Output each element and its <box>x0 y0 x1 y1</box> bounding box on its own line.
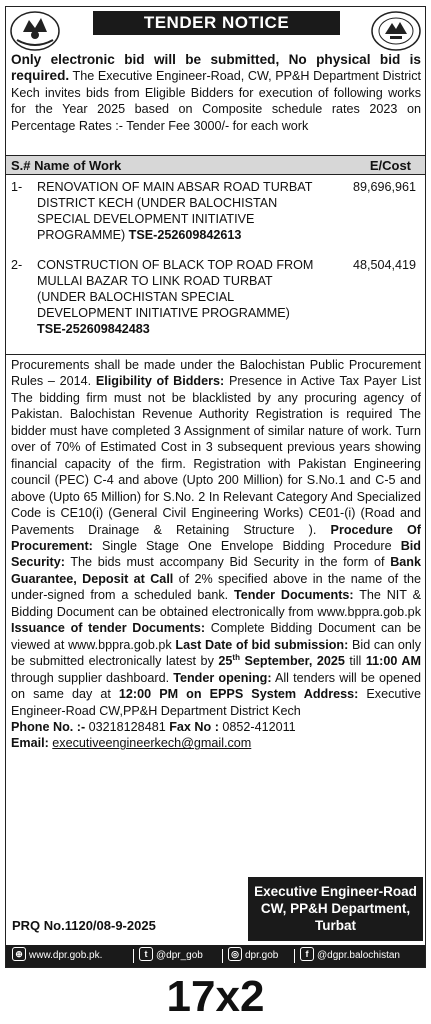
instagram-item[interactable] <box>228 945 278 967</box>
instagram-text: dpr.gob <box>245 950 279 961</box>
fax-number: 0852-412011 <box>218 719 296 734</box>
signature-line: Executive Engineer-Road <box>254 884 417 899</box>
body-text: All tenders will be opened on same day at <box>11 670 421 702</box>
procedure-label: Procedure Of Procurement: <box>11 522 422 553</box>
intro-text: The Executive Engineer-Road, CW, PP&H Department District Kech invites bids from Eligible Bidders for execution of following works for the Year 2025 based on Composite schedule rates 2023 on Percentage Rates :- Tender Fee 3000/- for each work <box>11 69 421 133</box>
opening-time: 12:00 PM on EPPS System Address: <box>118 687 359 702</box>
row-number: 1- <box>11 180 23 194</box>
signature-line: CW, PP&H Department, <box>260 901 411 916</box>
government-emblem-icon <box>9 10 61 52</box>
intro-bold-text: Only electronic bid will be submitted, No physical bid is required. <box>11 52 421 84</box>
row-number: 2- <box>11 258 23 272</box>
fax-label: Fax No : <box>169 719 219 734</box>
eligibility-label: Eligibility of Bidders: <box>95 374 225 389</box>
column-header-work: S.# Name of Work <box>11 158 122 173</box>
twitter-text: @dpr_gob <box>156 950 203 961</box>
work-name <box>37 179 322 243</box>
tender-notice <box>5 6 426 968</box>
date-day: 25 <box>218 654 233 669</box>
body-text: Single Stage One Envelope Bidding Procedure <box>92 538 401 553</box>
body-text: through supplier dashboard. <box>11 670 174 685</box>
intro-paragraph <box>11 52 421 134</box>
signature-block <box>248 877 423 941</box>
email-label: Email: <box>11 736 49 751</box>
website-item[interactable] <box>12 945 102 967</box>
separator <box>133 949 134 963</box>
body-text: of 2% specified above in the name of the under-signed from a scheduled bank. <box>11 571 421 603</box>
website-text: www.dpr.gob.pk. <box>29 950 103 961</box>
last-date-label: Last Date of bid submission: <box>175 637 349 652</box>
phone-number: 03218128481 <box>85 719 170 734</box>
instagram-icon: ◎ <box>228 947 242 961</box>
section-divider <box>6 354 425 355</box>
column-header-cost: E/Cost <box>369 158 411 173</box>
body-text: Presence in Active Tax Payer List The bidding firm must not be blacklisted by any procuring agency of Pakistan. Balochistan Revenue Authority Registration is required The bidder must have completed 3 Assignment of similar nature of work. Turn over of 70% of Estimated Cost in 3 subsequent previous years showing financial capacity of the firm. Registration with Pakistan Engineering council (PEC) C-4 and above (Upto 200 Million) for S.No.1 and C-5 and above (Upto 65 Million) for S.No. 2 In Relevant Category And Specialized Code is CE10(i) (General Civil Engineering Works) CE01-(i) (Road and Pavements Drainage & Retaining Structure ). <box>11 374 421 537</box>
tse-number: TSE-252609842613 <box>128 228 242 242</box>
estimated-cost: 48,504,419 <box>352 258 416 272</box>
facebook-item[interactable] <box>300 945 400 967</box>
terms-paragraph <box>11 357 421 752</box>
submission-date <box>218 654 345 668</box>
page-title: TENDER NOTICE <box>93 11 340 35</box>
ad-size-label: 17x2 <box>166 972 265 1021</box>
table-header <box>6 155 425 175</box>
facebook-text: @dgpr.balochistan <box>317 950 400 961</box>
tender-documents-label: Tender Documents: <box>233 588 354 603</box>
department-seal-icon <box>370 10 422 52</box>
closing-time: 11:00 AM <box>365 654 421 669</box>
body-text: Complete Bidding Document can be viewed at www.bppra.gob.pk <box>11 621 421 652</box>
signature-line: Turbat <box>315 918 356 933</box>
bank-guarantee-label: Bank Guarantee, Deposit at Call <box>11 555 421 586</box>
body-text: Procurements shall be made under the Balochistan Public Procurement Rules – 2014. <box>11 358 421 389</box>
address-text: Executive Engineer-Road CW,PP&H Department District Kech <box>11 687 421 718</box>
body-text: The bids must accompany Bid Security in the form of <box>64 555 391 570</box>
body-text: till <box>344 654 366 669</box>
prq-number: PRQ No.1120/08-9-2025 <box>12 918 156 933</box>
separator <box>222 949 223 963</box>
tse-number: TSE-252609842483 <box>37 322 150 336</box>
body-text: Bid can only be submitted electronically latest by <box>11 637 422 669</box>
date-suffix: th <box>232 652 240 662</box>
estimated-cost: 89,696,961 <box>352 180 416 194</box>
tender-opening-label: Tender opening: <box>173 670 272 685</box>
phone-label: Phone No. :- <box>11 719 86 734</box>
work-description: RENOVATION OF MAIN ABSAR ROAD TURBAT DISTRICT KECH (UNDER BALOCHISTAN SPECIAL DEVELOPMENT INITIATIVE PROGRAMME) <box>37 180 313 242</box>
footer-social-bar <box>6 945 425 967</box>
separator <box>294 949 295 963</box>
bid-security-label: Bid Security: <box>11 538 421 570</box>
work-description: CONSTRUCTION OF BLACK TOP ROAD FROM MULLAI BAZAR TO LINK ROAD TURBAT (UNDER BALOCHISTAN SPECIAL DEVELOPMENT INITIATIVE PROGRAMME) <box>37 258 314 320</box>
date-month-year: September, 2025 <box>239 654 345 669</box>
body-text: The NIT & Bidding Document can be obtained electronically from www.bppra.gob.pk <box>11 588 421 619</box>
issuance-label: Issuance of tender Documents: <box>11 621 206 636</box>
facebook-icon: f <box>300 947 314 961</box>
email-link[interactable]: executiveengineerkech@gmail.com <box>52 736 252 751</box>
work-name <box>37 257 322 337</box>
twitter-item[interactable] <box>139 945 203 967</box>
twitter-icon: t <box>139 947 153 961</box>
globe-icon: ⊕ <box>12 947 26 961</box>
